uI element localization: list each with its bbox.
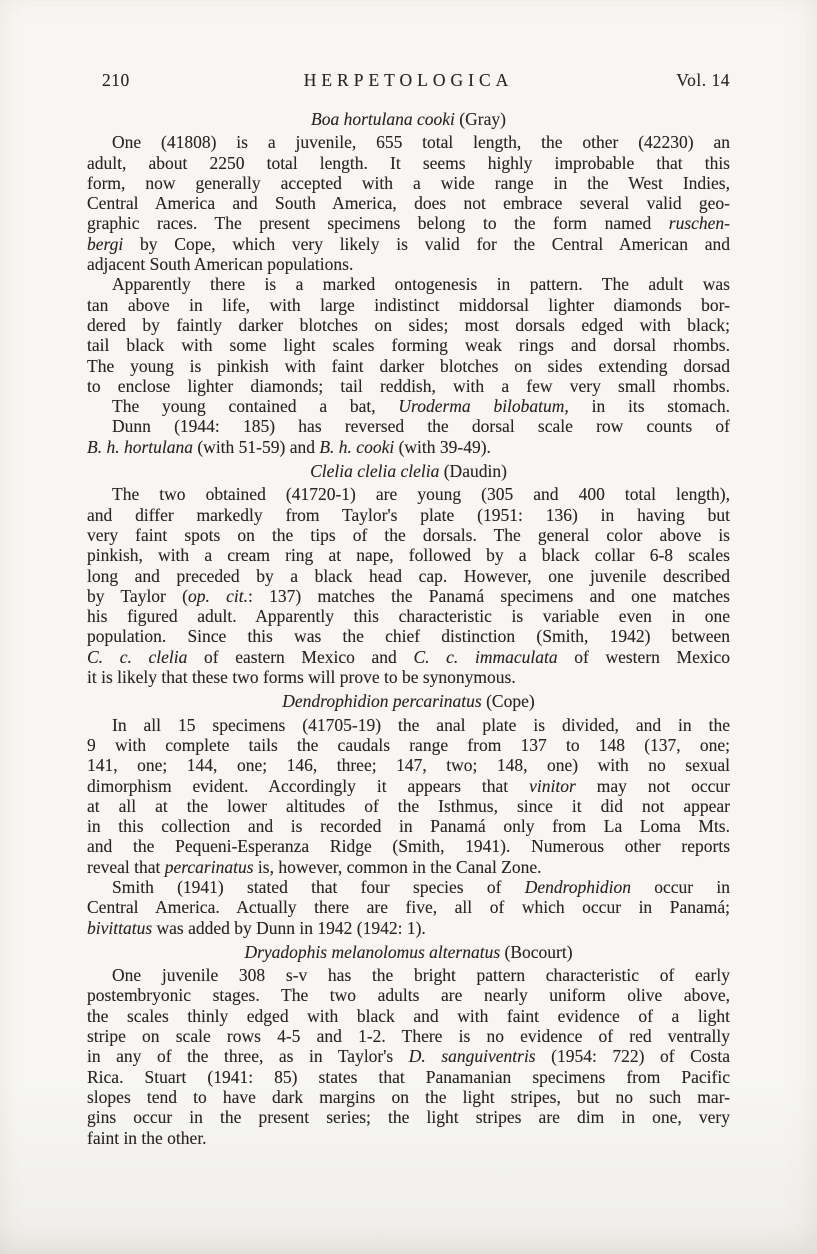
- text-column: [87, 70, 730, 1148]
- running-header: [87, 70, 730, 90]
- text-line: The young is pinkish with faint darker blotches on sides extending dorsad: [87, 355, 730, 376]
- species-heading: [87, 942, 730, 962]
- paragraph: [87, 965, 730, 1148]
- text-line: C. c. clelia of eastern Mexico and C. c. immaculata of western Mexico: [87, 646, 730, 667]
- text-line: Apparently there is a marked ontogenesis in pattern. The adult was: [112, 274, 730, 295]
- text-line: the scales thinly edged with black and with faint evidence of a light: [87, 1005, 730, 1026]
- species-author: (Gray): [454, 109, 506, 129]
- taxon-name: percarinatus: [164, 856, 254, 877]
- text-line: One (41808) is a juvenile, 655 total length, the other (42230) an: [112, 132, 730, 153]
- taxon-name: ruschen-: [668, 213, 730, 234]
- taxon-name: D. sanguiventris: [408, 1046, 536, 1067]
- text-line: Smith (1941) stated that four species of Dendrophidion occur in: [112, 876, 730, 897]
- taxon-name: op. cit.: [187, 585, 248, 606]
- taxon-name: Dendrophidion: [524, 876, 631, 897]
- text-line: B. h. hortulana (with 51-59) and B. h. cooki (with 39-49).: [87, 436, 491, 457]
- text-line: bergi by Cope, which very likely is valid for the Central American and: [87, 233, 730, 254]
- species-section: [87, 942, 730, 1148]
- text-line: gins occur in the present series; the light stripes are dim in one, very: [87, 1107, 730, 1128]
- text-line: 141, one; 144, one; 146, three; 147, two; 148, one) with no sexual: [87, 755, 730, 776]
- taxon-name: C. c. immaculata: [413, 646, 558, 667]
- taxon-name: C. c. clelia: [87, 646, 188, 667]
- text-line: Central America and South America, does not embrace several valid geo-: [87, 193, 730, 214]
- text-line: The two obtained (41720-1) are young (305 and 400 total length),: [112, 484, 730, 505]
- text-line: it is likely that these two forms will prove to be synonymous.: [87, 667, 516, 688]
- text-line: One juvenile 308 s-v has the bright pattern characteristic of early: [112, 965, 730, 986]
- text-line: and the Pequeni-Esperanza Ridge (Smith, 1941). Numerous other reports: [87, 836, 730, 857]
- species-section: [87, 109, 730, 457]
- text-line: adult, about 2250 total length. It seems highly improbable that this: [87, 152, 730, 173]
- paragraph: [87, 877, 730, 938]
- text-line: Rica. Stuart (1941: 85) states that Panamanian specimens from Pacific: [87, 1066, 730, 1087]
- species-author: (Daudin): [439, 461, 507, 482]
- text-line: population. Since this was the chief distinction (Smith, 1942) between: [87, 626, 730, 647]
- text-line: faint in the other.: [87, 1127, 207, 1148]
- text-line: postembryonic stages. The two adults are nearly uniform olive above,: [87, 985, 730, 1006]
- text-line: bivittatus was added by Dunn in 1942 (1942: 1).: [87, 917, 426, 938]
- text-line: Dunn (1944: 185) has reversed the dorsal scale row counts of: [112, 416, 730, 437]
- species-name: Clelia clelia clelia: [310, 461, 440, 482]
- journal-title: HERPETOLOGICA: [303, 70, 514, 90]
- text-line: long and preceded by a black head cap. However, one juvenile described: [87, 565, 730, 586]
- paragraph: [87, 715, 730, 877]
- species-author: (Bocourt): [500, 941, 573, 962]
- species-author: (Cope): [481, 691, 535, 712]
- text-line: In all 15 specimens (41705-19) the anal plate is divided, and in the: [112, 714, 730, 735]
- text-line: graphic races. The present specimens belong to the form named ruschen-: [87, 213, 730, 234]
- paragraph: [87, 274, 730, 396]
- text-line: The young contained a bat, Uroderma bilobatum, in its stomach.: [112, 396, 730, 417]
- paragraph: [87, 396, 730, 416]
- taxon-name: vinitor: [529, 775, 576, 796]
- text-line: form, now generally accepted with a wide range in the West Indies,: [87, 172, 730, 193]
- text-line: dered by faintly darker blotches on sides; most dorsals edged with black;: [87, 314, 730, 335]
- paragraph: [87, 132, 730, 274]
- text-line: tan above in life, with large indistinct middorsal lighter diamonds bor-: [87, 294, 730, 315]
- species-name: Dryadophis melanolomus alternatus: [244, 941, 501, 962]
- text-line: tail black with some light scales forming weak rings and dorsal rhombs.: [87, 335, 730, 356]
- text-line: in any of the three, as in Taylor's D. sanguiventris (1954: 722) of Costa: [87, 1046, 730, 1067]
- taxon-name: bergi: [87, 233, 124, 254]
- paragraph: [87, 484, 730, 687]
- text-line: dimorphism evident. Accordingly it appears that vinitor may not occur: [87, 775, 730, 796]
- text-line: 9 with complete tails the caudals range from 137 to 148 (137, one;: [87, 734, 730, 755]
- text-line: and differ markedly from Taylor's plate (1951: 136) in having but: [87, 504, 730, 525]
- text-line: pinkish, with a cream ring at nape, followed by a black collar 6-8 scales: [87, 545, 730, 566]
- taxon-name: Uroderma bilobatum,: [398, 396, 569, 417]
- taxon-name: B. h. hortulana: [87, 436, 193, 457]
- page-number: 210: [102, 70, 130, 90]
- text-line: by Taylor (op. cit.: 137) matches the Panamá specimens and one matches: [87, 585, 730, 606]
- text-line: stripe on scale rows 4-5 and 1-2. There is no evidence of red ventrally: [87, 1026, 730, 1047]
- species-heading: [87, 109, 730, 129]
- text-line: his figured adult. Apparently this characteristic is variable even in one: [87, 606, 730, 627]
- text-line: Central America. Actually there are five, all of which occur in Panamá;: [87, 897, 730, 918]
- species-heading: [87, 461, 730, 481]
- text-line: reveal that percarinatus is, however, common in the Canal Zone.: [87, 856, 542, 877]
- taxon-name: B. h. cooki: [319, 436, 395, 457]
- volume-label: Vol. 14: [676, 70, 730, 90]
- text-line: adjacent South American populations.: [87, 254, 354, 275]
- species-heading: [87, 691, 730, 711]
- species-section: [87, 691, 730, 938]
- text-line: at all at the lower altitudes of the Isthmus, since it did not appear: [87, 795, 730, 816]
- article-body: [87, 109, 730, 1148]
- text-line: slopes tend to have dark margins on the light stripes, but no such mar-: [87, 1086, 730, 1107]
- text-line: very faint spots on the tips of the dorsals. The general color above is: [87, 524, 730, 545]
- species-section: [87, 461, 730, 687]
- species-name: Dendrophidion percarinatus: [282, 691, 482, 712]
- paragraph: [87, 416, 730, 457]
- taxon-name: bivittatus: [87, 917, 153, 938]
- text-line: in this collection and is recorded in Panamá only from La Loma Mts.: [87, 816, 730, 837]
- species-name: Boa hortulana cooki: [311, 109, 455, 129]
- text-line: to enclose lighter diamonds; tail reddish, with a few very small rhombs.: [87, 375, 730, 396]
